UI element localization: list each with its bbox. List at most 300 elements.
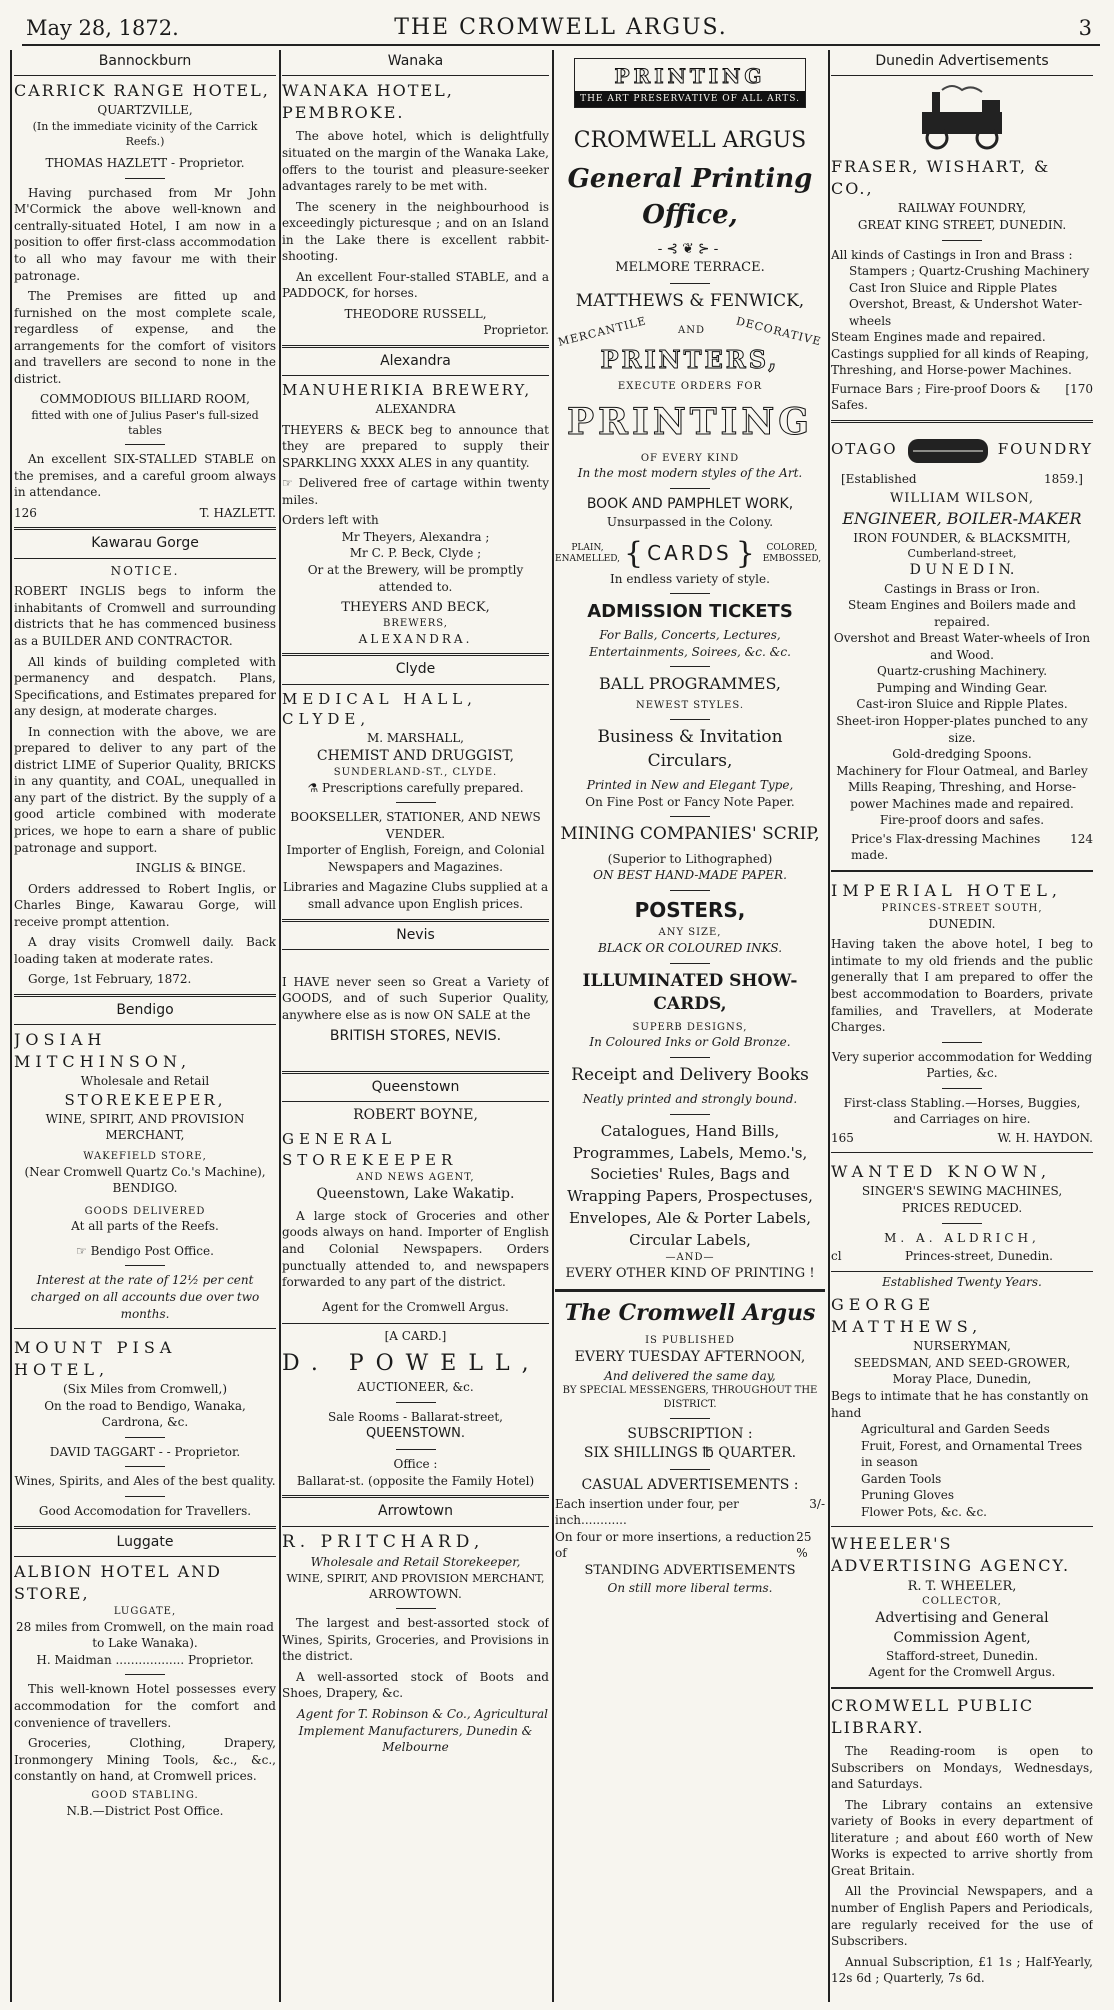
divider	[125, 1674, 165, 1675]
divider	[125, 1265, 165, 1266]
ad-signature-row	[831, 831, 1093, 864]
ad-line: In the most modern styles of the Art.	[577, 466, 803, 481]
ad-line: M. MARSHALL,	[366, 731, 464, 746]
ad-text: The Library contains an extensive variety of Books in every department of literature ; and about £60 worth of New Works is expected to arrive shortly from Great Britain.	[831, 1797, 1093, 1878]
ad-line: Steam Engines and Boilers made and repaired.	[848, 598, 1076, 629]
ad-line: GOOD STABLING.	[91, 1789, 199, 1801]
ad-line: ENGINEER, BOILER-MAKER	[842, 508, 1082, 528]
ad-date: Gorge, 1st February, 1872.	[28, 972, 192, 987]
ad-line: All kinds of Castings in Iron and Brass :	[831, 247, 1073, 262]
ad-line: In Coloured Inks or Gold Bronze.	[589, 1035, 791, 1050]
ad-line: Receipt and Delivery Books	[571, 1064, 809, 1085]
ad-established-year: 1859.]	[1043, 472, 1083, 487]
ad-line: MERCANTILE	[556, 314, 648, 349]
ad-line: Overshot, Breast, & Undershot Water-wheels	[849, 297, 1083, 328]
ad-line: Flower Pots, &c. &c.	[861, 1504, 987, 1519]
page-number: 3	[1078, 16, 1092, 40]
ad-line: IRON FOUNDER, & BLACKSMITH,	[853, 530, 1071, 545]
ad-line: ADMISSION TICKETS	[587, 601, 793, 623]
ad-line: Gold-dredging Spoons.	[892, 747, 1032, 762]
pointing-hand-icon: ☞	[76, 1243, 91, 1258]
column-rule	[828, 50, 830, 2002]
ad-text: A well-assorted stock of Boots and Shoes, Drapery, &c.	[282, 1669, 549, 1701]
column-4	[831, 50, 1093, 2002]
ad-line: Orders left with	[282, 513, 379, 528]
boiler-engraving-icon	[903, 429, 993, 469]
ad-address-row	[831, 1248, 1093, 1265]
ad-line: Advertising and General Commission Agent,	[875, 1610, 1049, 1646]
ad-line: (Near Cromwell Quartz Co.'s Machine),	[24, 1164, 266, 1179]
ad-line: Begs to intimate that he has constantly on hand	[831, 1388, 1089, 1420]
ad-line: Mr C. P. Beck, Clyde ;	[349, 546, 482, 561]
ad-text: Having purchased from Mr John M'Cormick the above well-known and centrally-situated Hotel, I am now in a position to offer first-class accommodation to all who may favour me with their patronage.	[14, 185, 276, 283]
ad-line: Stampers ; Quartz-Crushing Machinery	[849, 264, 1090, 279]
ad-line: Machinery for Flour Oatmeal, and Barley Mills Reaping, Threshing, and Horse-power Machines made and repaired.	[836, 763, 1088, 811]
column-rule	[279, 50, 281, 2002]
ad-text: The Premises are fitted up and furnished on the most complete scale, regardless of expense, and the arrangements for the comfort of visitors and travellers are second to none in the district.	[14, 289, 276, 386]
ad-line: Agent for the Cromwell Argus.	[322, 1299, 509, 1314]
ad-line: Cast Iron Sluice and Ripple Plates	[849, 280, 1058, 295]
ad-line: Steam Engines made and repaired.	[831, 330, 1046, 345]
ad-text: All the Provincial Newspapers, and a number of English Papers and Periodicals, are regularly received for the use of Subscribers.	[831, 1884, 1093, 1949]
ad-line: SUPERB DESIGNS,	[632, 1021, 748, 1033]
ad-line: ON BEST HAND-MADE PAPER.	[593, 868, 787, 883]
ad-line: AUCTIONEER, &c.	[357, 1380, 474, 1395]
ad-line: Printed in New and Elegant Type,	[586, 778, 794, 793]
ad-line: Sale Rooms - Ballarat-street,	[328, 1409, 503, 1424]
ad-role: Proprietor.	[483, 323, 549, 338]
ad-line: LUGGATE,	[113, 1606, 177, 1618]
ad-line: Quartz-crushing Machinery.	[876, 664, 1048, 679]
banner-subtitle: THE ART PRESERVATIVE OF ALL ARTS.	[575, 91, 805, 107]
ad-established-row	[831, 471, 1093, 488]
column-3	[555, 50, 825, 2002]
ad-british-stores	[282, 919, 549, 1047]
column-2	[282, 50, 549, 2002]
ad-line: Cumberland-street,	[907, 547, 1017, 561]
ad-line: MINING COMPANIES' SCRIP,	[560, 824, 820, 845]
ad-signature-row	[831, 381, 1093, 414]
ad-line: EVERY TUESDAY AFTERNOON,	[574, 1349, 806, 1366]
divider	[670, 890, 710, 891]
ad-line: The Cromwell Argus	[564, 1300, 816, 1327]
ad-line: WAKEFIELD STORE,	[83, 1150, 207, 1162]
divider	[670, 963, 710, 964]
section-header-bannockburn: Bannockburn	[14, 50, 276, 76]
ad-line: Catalogues, Hand Bills, Programmes, Labels, Memo.'s, Societies' Rules, Bags and Wrapping Papers, Prospectuses, Envelopes, Ale & Porter Labels, Circular Labels,	[567, 1121, 813, 1249]
divider	[125, 1496, 165, 1497]
ad-line: Cast-iron Sluice and Ripple Plates.	[856, 697, 1068, 712]
ad-line: STOREKEEPER,	[64, 1090, 226, 1109]
ad-line: Or at the Brewery, will be promptly attended to.	[307, 562, 524, 594]
ad-line: Business & Invitation Circulars,	[597, 727, 783, 771]
rate-row	[555, 1529, 825, 1562]
section-header-arrowtown: Arrowtown	[282, 1495, 549, 1526]
ad-line: DUNEDIN.	[928, 916, 996, 931]
ad-line: Libraries and Magazine Clubs supplied at a small advance upon English prices.	[282, 880, 549, 911]
ad-text: Annual Subscription, £1 1s ; Half-Yearly, 12s 6d ; Quarterly, 7s 6d.	[831, 1954, 1093, 1986]
ad-line: ANY SIZE,	[658, 927, 722, 939]
ad-title: GENERAL STOREKEEPER	[282, 1130, 458, 1170]
ad-line-text: Bendigo Post Office.	[90, 1243, 214, 1258]
divider	[555, 1289, 825, 1292]
ad-line: BY SPECIAL MESSENGERS, THROUGHOUT THE DISTRICT.	[562, 1385, 818, 1410]
ad-line: Moray Place, Dunedin,	[892, 1372, 1032, 1387]
ad-title: WHEELER'S ADVERTISING AGENCY.	[831, 1534, 1071, 1576]
divider	[670, 719, 710, 720]
printers-arc	[556, 314, 824, 349]
ad-signature: THEODORE RUSSELL,	[344, 306, 487, 321]
ad-title: JOSIAH MITCHINSON,	[14, 1030, 192, 1072]
ad-josiah-mitchinson	[14, 994, 276, 1322]
ad-kawarau-gorge	[14, 527, 276, 987]
ad-text: An excellent Four-stalled STABLE, and a PADDOCK, for horses.	[282, 269, 549, 301]
page-edge-rule	[10, 50, 12, 2002]
ad-line: SINGER'S SEWING MACHINES,	[861, 1184, 1063, 1199]
banner-title: PRINTING	[614, 64, 766, 88]
ad-text: This well-known Hotel possesses every accommodation for the comfort and convenience of travellers.	[14, 1682, 276, 1730]
ad-line: Sheet-iron Hopper-plates punched to any size.	[836, 714, 1088, 745]
ad-line: [A CARD.]	[384, 1329, 447, 1344]
ad-line: Interest at the rate of 12½ per cent charged on all accounts due over two months.	[30, 1273, 260, 1321]
ad-line: BOOKSELLER, STATIONER, AND NEWS VENDER.	[290, 810, 541, 841]
paper-title: THE CROMWELL ARGUS.	[394, 15, 728, 40]
ad-line: BALL PROGRAMMES,	[599, 674, 781, 694]
ad-line: PRINCES-STREET SOUTH,	[881, 903, 1043, 914]
ad-number: [170	[1065, 381, 1093, 396]
ad-line: At all parts of the Reefs.	[71, 1219, 219, 1234]
ad-text: Agent for T. Robinson & Co., Agricultural Implement Manufacturers, Dunedin & Melbourne	[297, 1706, 548, 1755]
ad-line: Importer of English, Foreign, and Colonial Newspapers and Magazines.	[286, 843, 545, 874]
ad-line: MATTHEWS & FENWICK,	[575, 291, 805, 312]
divider	[396, 802, 436, 803]
brace-right: }	[735, 535, 755, 571]
ad-line: D U N E D I N.	[909, 562, 1015, 579]
ad-line: 28 miles from Cromwell, on the main road to Lake Wanaka).	[16, 1619, 274, 1651]
ad-line: SUBSCRIPTION :	[627, 1425, 753, 1442]
ad-line: cl	[831, 1249, 842, 1264]
ad-line: And delivered the same day,	[604, 1368, 776, 1383]
ad-text: The Reading-room is open to Subscribers on Mondays, Wednesdays, and Saturdays.	[831, 1744, 1093, 1792]
ad-line: BREWERS,	[383, 617, 448, 629]
ad-line: AND NEWS AGENT,	[356, 1171, 475, 1183]
ad-line: ILLUMINATED SHOW-CARDS,	[582, 970, 798, 1015]
ad-title: WANAKA HOTEL, PEMBROKE.	[282, 81, 454, 123]
ad-line: First-class Stabling.—Horses, Buggies, and Carriages on hire.	[843, 1095, 1081, 1127]
divider	[670, 1418, 710, 1419]
locomotive-engraving-icon	[902, 82, 1022, 152]
ad-text-inner: Delivered free of cartage within twenty miles.	[282, 476, 549, 507]
ad-carrick-range-hotel	[14, 50, 276, 521]
ad-line: Wines, Spirits, and Ales of the best quality.	[14, 1474, 276, 1489]
ad-vicinity: (In the immediate vicinity of the Carrick Reefs.)	[32, 119, 258, 149]
ad-line: Agricultural and Garden Seeds	[861, 1422, 1050, 1437]
ad-text: Having taken the above hotel, I beg to intimate to my old friends and the public generally that I am prepared to offer the best accommodation to Boarders, private families, and Travellers, at Moderate Charges.	[831, 937, 1093, 1035]
ad-line: Wholesale and Retail	[80, 1074, 210, 1089]
ad-text: THEYERS & BECK beg to announce that they are prepared to supply their SPARKLING XXXX ALES in any quantity.	[282, 422, 549, 470]
ad-text	[282, 475, 549, 508]
ad-line: Stafford-street, Dunedin.	[885, 1648, 1039, 1663]
ad-line: General Printing Office,	[567, 164, 813, 231]
ad-pritchard	[282, 1495, 549, 1755]
divider	[942, 1088, 982, 1089]
ad-signature: INGLIS & BINGE.	[135, 861, 246, 876]
ad-line: ARROWTOWN.	[369, 1586, 462, 1601]
ad-line: BENDIGO.	[112, 1181, 178, 1196]
ad-line: PRICES REDUCED.	[901, 1200, 1023, 1215]
ad-line: N.B.—District Post Office.	[66, 1803, 224, 1818]
ad-title-left: OTAGO	[831, 439, 898, 458]
printing-banner	[574, 58, 806, 108]
ad-text: Groceries, Clothing, Drapery, Ironmongery Mining Tools, &c., &c., constantly on hand, at Cromwell prices.	[14, 1736, 276, 1784]
mortar-pestle-icon: ⚗	[307, 780, 323, 795]
ad-signature-row	[831, 1130, 1093, 1147]
pointing-hand-icon: ☞	[282, 476, 299, 491]
ad-line: PRINTING	[566, 400, 813, 443]
rate-label: On four or more insertions, a reduction of	[555, 1529, 795, 1561]
ad-line: On the road to Bendigo, Wanaka, Cardrona, &c.	[44, 1398, 246, 1430]
ad-title: GEORGE MATTHEWS,	[831, 1295, 983, 1337]
ad-title: MOUNT PISA HOTEL,	[14, 1338, 177, 1380]
ad-line: In endless variety of style.	[610, 571, 770, 586]
ad-title: D. POWELL,	[282, 1350, 541, 1376]
ad-text: Orders addressed to Robert Inglis, or Charles Binge, Kawarau Gorge, will receive prompt attention.	[14, 881, 276, 929]
section-header-bendigo: Bendigo	[14, 994, 276, 1025]
divider	[942, 1223, 982, 1224]
ad-medical-hall	[282, 653, 549, 912]
section-header-alexandra: Alexandra	[282, 345, 549, 376]
rate-label: Each insertion under four, per inch............	[555, 1496, 739, 1528]
ad-line: Mr Theyers, Alexandra ;	[341, 529, 490, 544]
ad-line: Established Twenty Years.	[882, 1274, 1042, 1289]
ad-line: AND	[678, 324, 705, 336]
cards-row	[555, 535, 825, 571]
divider	[396, 1449, 436, 1450]
ad-line: RAILWAY FOUNDRY,	[897, 201, 1027, 216]
ad-text: A dray visits Cromwell daily. Back loading taken at moderate rates.	[14, 935, 276, 966]
ad-line: GREAT KING STREET, DUNEDIN.	[857, 218, 1067, 233]
ad-title: ALBION HOTEL AND STORE,	[14, 1561, 222, 1603]
section-header-kawarau: Kawarau Gorge	[14, 527, 276, 558]
ad-line: Castings supplied for all kinds of Reaping, Threshing, and Horse-power Machines.	[831, 346, 1089, 378]
ad-line: BLACK OR COLOURED INKS.	[597, 941, 783, 956]
ad-robert-boyne	[282, 1071, 549, 1489]
ad-line: CROMWELL ARGUS	[573, 128, 807, 153]
ad-line: QUEENSTOWN.	[365, 1426, 466, 1442]
ad-line: Very superior accommodation for Wedding Parties, &c.	[831, 1049, 1093, 1081]
ad-billiard-detail: fitted with one of Julius Paser's full-sized tables	[31, 408, 259, 438]
ad-line: Garden Tools	[861, 1471, 942, 1486]
ad-line: EXECUTE ORDERS FOR	[617, 381, 763, 393]
ad-line: ROBERT BOYNE,	[353, 1107, 478, 1124]
ad-line: ALEXANDRA.	[358, 631, 473, 646]
ad-line: H. Maidman .................. Proprietor.	[36, 1652, 254, 1667]
ad-title: R. PRITCHARD,	[282, 1531, 485, 1552]
ad-signature: W. H. HAYDON.	[997, 1130, 1093, 1145]
ad-text: ROBERT INGLIS begs to inform the inhabitants of Cromwell and surrounding districts that he has commenced business as a BUILDER AND CONTRACTOR.	[14, 584, 276, 648]
ad-line: Wholesale and Retail Storekeeper,	[310, 1554, 521, 1569]
ad-line: Fire-proof doors and safes.	[879, 813, 1045, 828]
ad-line: Fruit, Forest, and Ornamental Trees in season	[861, 1438, 1083, 1470]
ad-title: WANTED KNOWN,	[831, 1162, 1052, 1182]
ad-title: MANUHERIKIA BREWERY,	[282, 381, 532, 400]
ad-line: BOOK AND PAMPHLET WORK,	[586, 495, 794, 512]
ad-cromwell-library	[831, 1687, 1093, 1987]
ad-line: Agent for the Cromwell Argus.	[868, 1665, 1056, 1680]
ad-line-text: Prescriptions carefully prepared.	[322, 780, 524, 795]
ad-line: SUNDERLAND-ST., CLYDE.	[333, 766, 498, 778]
ad-line: On Fine Post or Fancy Note Paper.	[585, 794, 795, 809]
ad-title: CROMWELL PUBLIC LIBRARY.	[831, 1695, 1035, 1738]
section-header-nevis: Nevis	[282, 919, 549, 950]
rate-value: 25 %	[796, 1529, 812, 1561]
ad-line: (Six Miles from Cromwell,)	[62, 1382, 228, 1397]
ad-line: CASUAL ADVERTISEMENTS :	[581, 1477, 799, 1494]
ad-line: CARDS	[647, 540, 732, 565]
ad-line: DAVID TAGGART - - Proprietor.	[49, 1444, 241, 1459]
divider	[670, 1114, 710, 1115]
ad-text: The scenery in the neighbourhood is exceedingly picturesque ; and on an Island in the Lake there is excellent rabbit-shooting.	[282, 199, 549, 264]
column-1	[14, 50, 276, 2002]
ad-line: MELMORE TERRACE.	[615, 260, 765, 276]
rate-value: 3/-	[809, 1496, 825, 1511]
ad-billiard: COMMODIOUS BILLIARD ROOM,	[40, 392, 250, 407]
ad-line: DECORATIVE	[735, 314, 824, 349]
divider	[125, 1466, 165, 1467]
ad-title: CARRICK RANGE HOTEL,	[14, 81, 270, 101]
ad-line: THEYERS AND BECK,	[341, 600, 490, 616]
ad-line: SEEDSMAN, AND SEED-GROWER,	[853, 1355, 1071, 1370]
ad-line: Unsurpassed in the Colony.	[606, 515, 774, 530]
section-header-queenstown: Queenstown	[282, 1071, 549, 1102]
ad-title-right: FOUNDRY	[997, 439, 1093, 458]
ad-line: R. T. WHEELER,	[907, 1578, 1017, 1594]
divider	[125, 178, 165, 179]
ad-line: CHEMIST AND DRUGGIST,	[316, 747, 515, 764]
flourish-ornament: -⊰❦⊱-	[657, 241, 723, 258]
ad-number: 165	[831, 1130, 854, 1145]
ad-line: NEWEST STYLES.	[635, 700, 745, 712]
divider	[396, 1608, 436, 1609]
section-header-dunedin: Dunedin Advertisements	[831, 50, 1093, 76]
divider	[670, 1469, 710, 1470]
foundry-title-row	[831, 429, 1093, 469]
ad-title: MEDICAL HALL, CLYDE,	[282, 689, 477, 729]
ad-imperial-hotel	[831, 870, 1093, 1146]
section-header-luggate: Luggate	[14, 1526, 276, 1557]
ad-line: Castings in Brass or Iron.	[884, 581, 1040, 596]
ad-line: Price's Flax-dressing Machines made.	[851, 831, 1041, 863]
divider	[942, 240, 982, 241]
ad-signature-row	[14, 505, 276, 522]
section-header-clyde: Clyde	[282, 653, 549, 684]
masthead	[22, 8, 1100, 46]
divider	[670, 593, 710, 594]
ad-line: SIX SHILLINGS ℔ QUARTER.	[583, 1445, 797, 1461]
ad-number: 126	[14, 505, 37, 520]
section-header-wanaka: Wanaka	[282, 50, 549, 76]
ad-line: —AND—	[665, 1252, 715, 1264]
ad-line: Neatly printed and strongly bound.	[582, 1092, 798, 1107]
ad-proprietor: THOMAS HAZLETT - Proprietor.	[45, 156, 245, 171]
ad-line: WINE, SPIRIT, AND PROVISION MERCHANT,	[45, 1111, 245, 1143]
ad-title: FRASER, WISHART, & CO.,	[831, 157, 1051, 199]
ad-albion-hotel	[14, 1526, 276, 1820]
ad-line: For Balls, Concerts, Lectures, Entertainments, Soirees, &c. &c.	[589, 628, 791, 659]
ad-text: A large stock of Groceries and other goods always on hand. Importer of English and Colonial Newspapers. Orders punctually attended to, and newspapers forwarded to any part of the district.	[282, 1208, 549, 1290]
brace-left: {	[624, 535, 644, 571]
divider	[942, 1042, 982, 1043]
ad-line: Pumping and Winding Gear.	[876, 680, 1048, 695]
ad-number: 124	[1070, 831, 1093, 846]
ad-line: NURSERYMAN,	[913, 1339, 1011, 1354]
ad-line: PRINTERS,	[600, 344, 780, 374]
divider	[396, 1402, 436, 1403]
ad-line: COLLECTOR,	[922, 1596, 1002, 1608]
ad-text: I HAVE never seen so Great a Variety of GOODS, and of such Superior Quality, anywhere else as is now ON SALE at the	[282, 974, 549, 1022]
column-rule	[552, 50, 554, 2002]
ad-george-matthews	[831, 1271, 1093, 1521]
ad-line: WINE, SPIRIT, AND PROVISION MERCHANT,	[286, 1571, 545, 1585]
ad-line	[14, 1243, 276, 1260]
ad-line: OF EVERY KIND	[640, 452, 740, 464]
rate-row	[555, 1496, 825, 1529]
ad-line: IS PUBLISHED	[645, 1335, 735, 1347]
ad-line: Queenstown, Lake Wakatip.	[316, 1185, 515, 1202]
ad-line: WILLIAM WILSON,	[889, 490, 1035, 506]
ad-line: GOODS DELIVERED	[84, 1205, 206, 1217]
divider	[670, 666, 710, 667]
divider	[670, 1057, 710, 1058]
ad-line: Princes-street, Dunedin.	[904, 1249, 1053, 1264]
issue-date: May 28, 1872.	[26, 16, 179, 40]
ad-text: The largest and best-assorted stock of Wines, Spirits, Groceries, and Provisions in the district.	[282, 1616, 549, 1664]
ad-line: EVERY OTHER KIND OF PRINTING !	[565, 1266, 815, 1282]
ad-fraser-wishart	[831, 50, 1093, 414]
ad-text: All kinds of building completed with permanency and despatch. Plans, Specifications, and Estimates prepared for any design, at moderate charges.	[14, 654, 276, 719]
ad-text: In connection with the above, we are prepared to deliver to any part of the district LIME of Superior Quality, BRICKS in any quantity, and COAL, unequalled in any part of the district. By the supply of a good article combined with moderate prices, we hope to earn a share of public patronage and support.	[14, 724, 276, 855]
divider	[670, 816, 710, 817]
ad-line: Office :	[393, 1457, 438, 1472]
ad-line: M. A. ALDRICH,	[884, 1230, 1040, 1245]
ad-title: IMPERIAL HOTEL,	[831, 880, 1062, 900]
ad-manuherikia-brewery	[282, 345, 549, 647]
ad-wanaka-hotel	[282, 50, 549, 339]
divider	[125, 1437, 165, 1438]
ad-line: Pruning Gloves	[861, 1488, 955, 1503]
ad-notice: NOTICE.	[110, 563, 180, 578]
ad-wanted-known	[831, 1152, 1093, 1264]
ad-line: POSTERS,	[634, 897, 746, 922]
ad-text: The above hotel, which is delightfully situated on the margin of the Wanaka Lake, offers to the tourist and pleasure-seeker advantages rarely to be met with.	[282, 129, 549, 194]
ad-line: COLORED, EMBOSSED,	[762, 542, 822, 564]
ad-line: BRITISH STORES, NEVIS.	[329, 1028, 502, 1045]
ad-line: Ballarat-st. (opposite the Family Hotel)	[296, 1473, 535, 1488]
divider	[125, 444, 165, 445]
ad-line: Good Accomodation for Travellers.	[38, 1504, 252, 1519]
ad-wheeler-agency	[831, 1526, 1093, 1681]
ad-mount-pisa-hotel	[14, 1328, 276, 1519]
ad-place: QUARTZVILLE,	[97, 103, 193, 118]
ad-place: ALEXANDRA	[375, 402, 456, 417]
ad-line: STANDING ADVERTISEMENTS	[584, 1562, 796, 1578]
divider	[670, 283, 710, 284]
ad-line	[282, 780, 549, 797]
ad-line: On still more liberal terms.	[607, 1580, 773, 1595]
ad-line: (Superior to Lithographed)	[607, 851, 773, 866]
ad-otago-foundry	[831, 420, 1093, 864]
divider	[670, 488, 710, 489]
